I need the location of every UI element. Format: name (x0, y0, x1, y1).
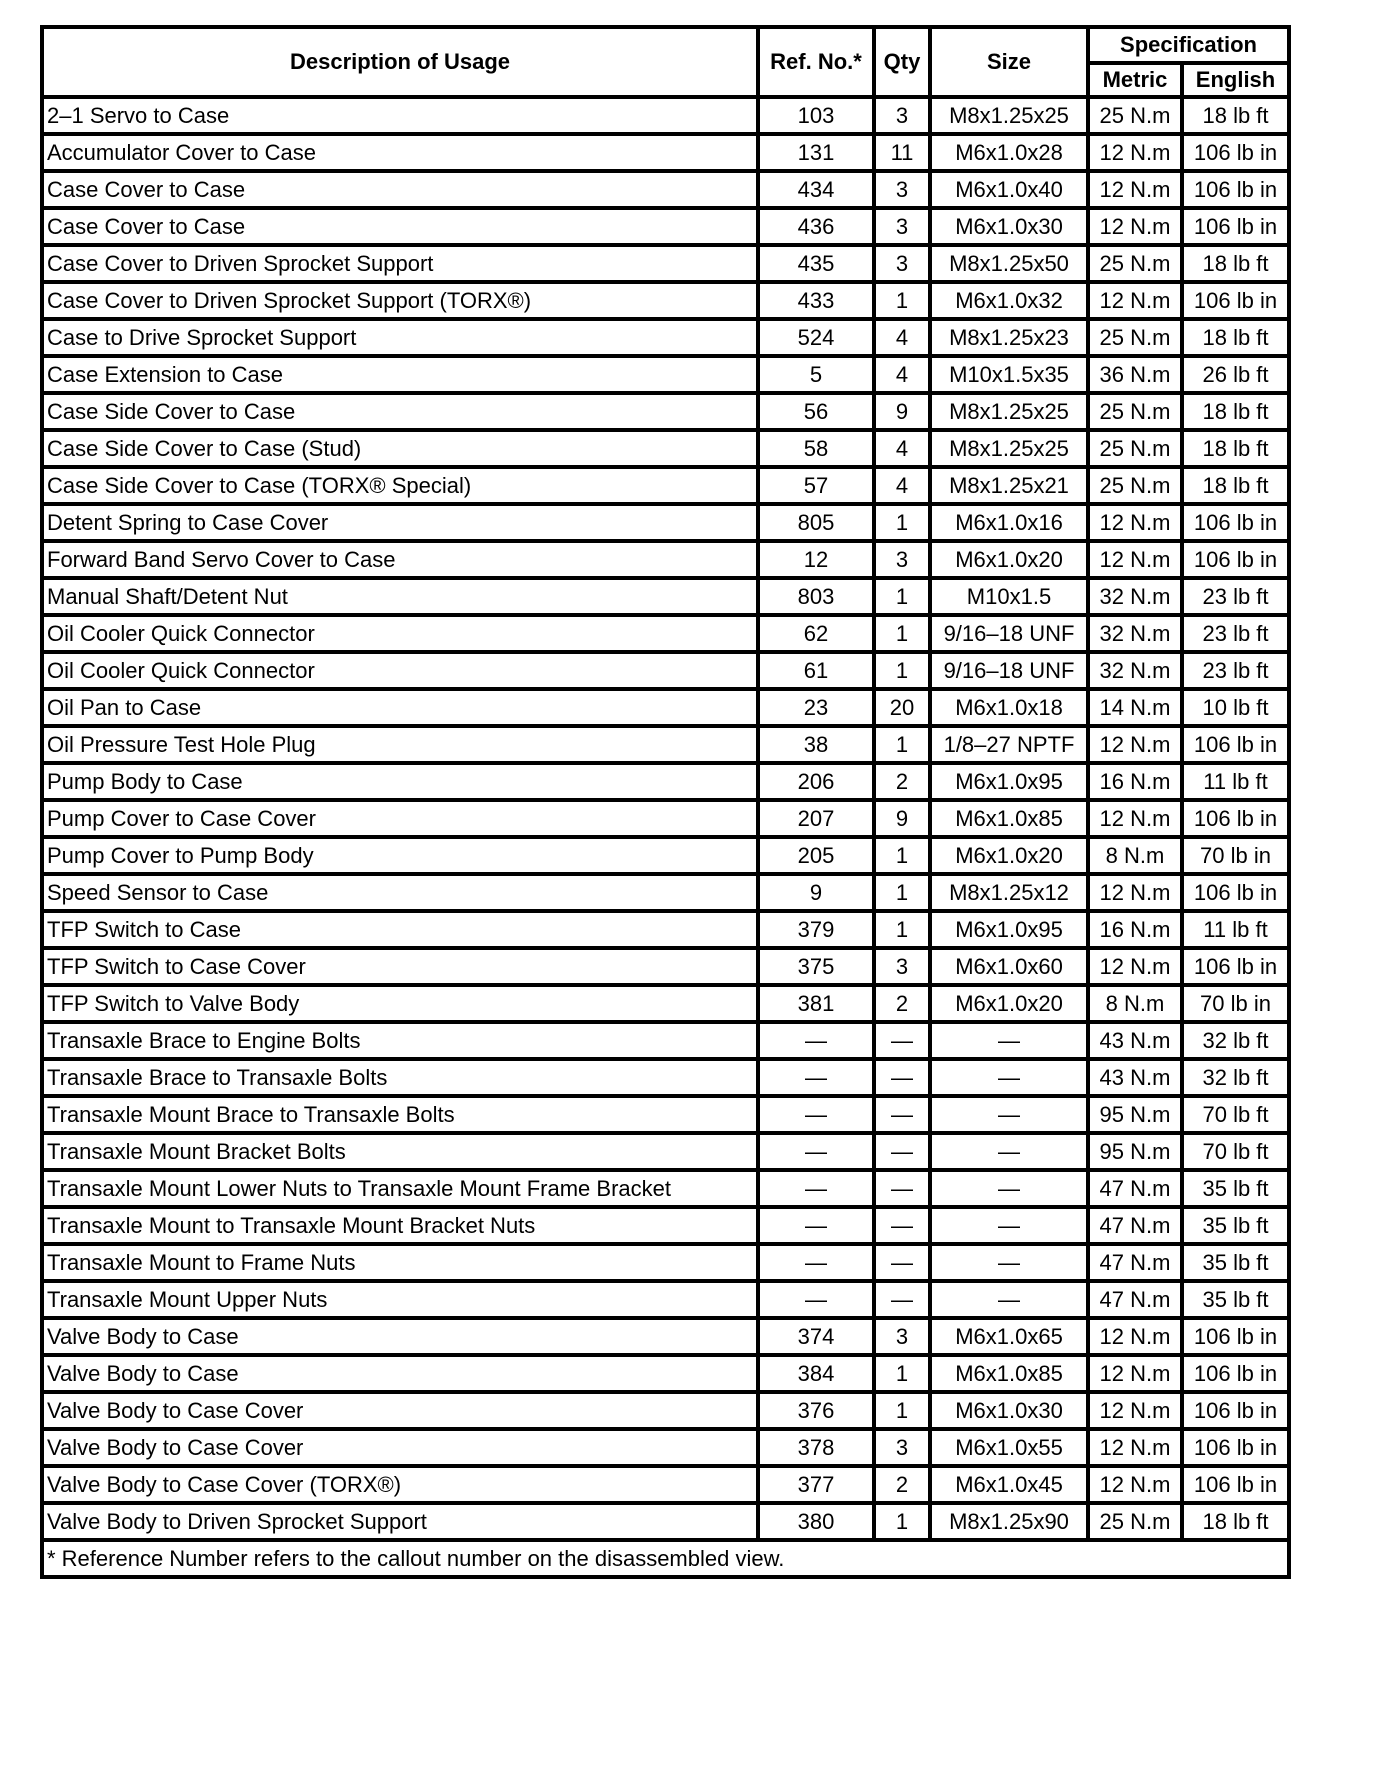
cell-size: — (930, 1059, 1088, 1096)
cell-ref-no: 378 (758, 1429, 874, 1466)
table-row (42, 948, 1289, 985)
table-row (42, 245, 1289, 282)
cell-description: Transaxle Mount to Frame Nuts (42, 1244, 758, 1281)
cell-metric-torque: 43 N.m (1088, 1059, 1182, 1096)
cell-description: Valve Body to Case (42, 1355, 758, 1392)
cell-english-torque: 35 lb ft (1182, 1244, 1289, 1281)
cell-metric-torque: 25 N.m (1088, 393, 1182, 430)
cell-metric-torque: 32 N.m (1088, 615, 1182, 652)
cell-qty: 3 (874, 97, 930, 134)
cell-size: M8x1.25x21 (930, 467, 1088, 504)
table-row (42, 541, 1289, 578)
cell-ref-no: 5 (758, 356, 874, 393)
cell-metric-torque: 32 N.m (1088, 578, 1182, 615)
cell-english-torque: 18 lb ft (1182, 430, 1289, 467)
cell-description: TFP Switch to Case Cover (42, 948, 758, 985)
cell-english-torque: 106 lb in (1182, 948, 1289, 985)
cell-size: M6x1.0x18 (930, 689, 1088, 726)
cell-english-torque: 70 lb in (1182, 837, 1289, 874)
cell-description: Detent Spring to Case Cover (42, 504, 758, 541)
cell-metric-torque: 16 N.m (1088, 763, 1182, 800)
cell-ref-no: 103 (758, 97, 874, 134)
table-row (42, 467, 1289, 504)
cell-metric-torque: 47 N.m (1088, 1244, 1182, 1281)
cell-qty: 3 (874, 245, 930, 282)
cell-size: M6x1.0x20 (930, 837, 1088, 874)
table-row (42, 1355, 1289, 1392)
table-row (42, 615, 1289, 652)
cell-ref-no: 384 (758, 1355, 874, 1392)
cell-ref-no: — (758, 1022, 874, 1059)
cell-metric-torque: 25 N.m (1088, 467, 1182, 504)
cell-ref-no: 374 (758, 1318, 874, 1355)
cell-metric-torque: 32 N.m (1088, 652, 1182, 689)
cell-size: M6x1.0x32 (930, 282, 1088, 319)
cell-size: M6x1.0x85 (930, 800, 1088, 837)
cell-qty: — (874, 1133, 930, 1170)
cell-metric-torque: 36 N.m (1088, 356, 1182, 393)
cell-english-torque: 35 lb ft (1182, 1281, 1289, 1318)
cell-size: M8x1.25x12 (930, 874, 1088, 911)
cell-qty: 9 (874, 800, 930, 837)
table-row (42, 393, 1289, 430)
cell-description: Pump Body to Case (42, 763, 758, 800)
table-row (42, 652, 1289, 689)
cell-size: M6x1.0x60 (930, 948, 1088, 985)
cell-metric-torque: 12 N.m (1088, 1318, 1182, 1355)
table-row (42, 800, 1289, 837)
cell-size: — (930, 1207, 1088, 1244)
cell-metric-torque: 12 N.m (1088, 282, 1182, 319)
cell-metric-torque: 12 N.m (1088, 726, 1182, 763)
cell-qty: 11 (874, 134, 930, 171)
torque-spec-table (40, 25, 1291, 1579)
table-row (42, 134, 1289, 171)
cell-qty: — (874, 1022, 930, 1059)
cell-english-torque: 18 lb ft (1182, 245, 1289, 282)
cell-english-torque: 18 lb ft (1182, 1503, 1289, 1540)
cell-size: M8x1.25x25 (930, 393, 1088, 430)
cell-metric-torque: 8 N.m (1088, 837, 1182, 874)
cell-size: 9/16–18 UNF (930, 652, 1088, 689)
cell-ref-no: 57 (758, 467, 874, 504)
cell-english-torque: 70 lb ft (1182, 1133, 1289, 1170)
cell-ref-no: 380 (758, 1503, 874, 1540)
cell-metric-torque: 12 N.m (1088, 1429, 1182, 1466)
cell-english-torque: 106 lb in (1182, 171, 1289, 208)
cell-description: Transaxle Mount Brace to Transaxle Bolts (42, 1096, 758, 1133)
cell-qty: 4 (874, 467, 930, 504)
cell-ref-no: 435 (758, 245, 874, 282)
cell-qty: 1 (874, 1503, 930, 1540)
cell-size: M8x1.25x25 (930, 97, 1088, 134)
cell-english-torque: 106 lb in (1182, 1392, 1289, 1429)
cell-ref-no: 376 (758, 1392, 874, 1429)
cell-qty: 1 (874, 652, 930, 689)
cell-english-torque: 70 lb in (1182, 985, 1289, 1022)
cell-size: M6x1.0x95 (930, 911, 1088, 948)
cell-qty: 3 (874, 541, 930, 578)
cell-description: Speed Sensor to Case (42, 874, 758, 911)
cell-metric-torque: 12 N.m (1088, 1466, 1182, 1503)
cell-metric-torque: 14 N.m (1088, 689, 1182, 726)
cell-ref-no: — (758, 1059, 874, 1096)
cell-description: Manual Shaft/Detent Nut (42, 578, 758, 615)
table-row (42, 874, 1289, 911)
cell-english-torque: 106 lb in (1182, 1429, 1289, 1466)
cell-metric-torque: 12 N.m (1088, 1355, 1182, 1392)
cell-qty: 3 (874, 171, 930, 208)
cell-english-torque: 106 lb in (1182, 541, 1289, 578)
cell-ref-no: 381 (758, 985, 874, 1022)
cell-ref-no: 207 (758, 800, 874, 837)
cell-metric-torque: 12 N.m (1088, 171, 1182, 208)
cell-ref-no: 433 (758, 282, 874, 319)
cell-description: Forward Band Servo Cover to Case (42, 541, 758, 578)
cell-size: M6x1.0x85 (930, 1355, 1088, 1392)
cell-description: Oil Pressure Test Hole Plug (42, 726, 758, 763)
header-size: Size (930, 27, 1088, 97)
cell-description: Case Cover to Case (42, 171, 758, 208)
cell-description: TFP Switch to Valve Body (42, 985, 758, 1022)
cell-qty: 1 (874, 282, 930, 319)
cell-size: M8x1.25x90 (930, 1503, 1088, 1540)
cell-english-torque: 23 lb ft (1182, 578, 1289, 615)
cell-metric-torque: 47 N.m (1088, 1170, 1182, 1207)
cell-metric-torque: 43 N.m (1088, 1022, 1182, 1059)
cell-size: M10x1.5 (930, 578, 1088, 615)
cell-english-torque: 26 lb ft (1182, 356, 1289, 393)
cell-size: — (930, 1096, 1088, 1133)
table-row (42, 319, 1289, 356)
cell-metric-torque: 47 N.m (1088, 1207, 1182, 1244)
cell-ref-no: 434 (758, 171, 874, 208)
cell-ref-no: 436 (758, 208, 874, 245)
cell-metric-torque: 12 N.m (1088, 1392, 1182, 1429)
cell-size: M6x1.0x20 (930, 541, 1088, 578)
cell-size: M6x1.0x16 (930, 504, 1088, 541)
cell-english-torque: 11 lb ft (1182, 763, 1289, 800)
cell-qty: 20 (874, 689, 930, 726)
cell-description: Valve Body to Case Cover (TORX®) (42, 1466, 758, 1503)
cell-metric-torque: 12 N.m (1088, 208, 1182, 245)
cell-english-torque: 106 lb in (1182, 282, 1289, 319)
table-row (42, 1244, 1289, 1281)
cell-metric-torque: 8 N.m (1088, 985, 1182, 1022)
table-row (42, 911, 1289, 948)
cell-description: Transaxle Mount Bracket Bolts (42, 1133, 758, 1170)
cell-ref-no: 23 (758, 689, 874, 726)
cell-size: 9/16–18 UNF (930, 615, 1088, 652)
cell-english-torque: 32 lb ft (1182, 1059, 1289, 1096)
table-row (42, 1281, 1289, 1318)
cell-description: Case Cover to Case (42, 208, 758, 245)
table-row (42, 1466, 1289, 1503)
cell-qty: 1 (874, 504, 930, 541)
cell-qty: 1 (874, 615, 930, 652)
table-row (42, 689, 1289, 726)
cell-metric-torque: 25 N.m (1088, 430, 1182, 467)
cell-english-torque: 106 lb in (1182, 1318, 1289, 1355)
cell-description: Valve Body to Case Cover (42, 1429, 758, 1466)
cell-ref-no: — (758, 1133, 874, 1170)
cell-qty: 1 (874, 578, 930, 615)
cell-english-torque: 10 lb ft (1182, 689, 1289, 726)
header-english: English (1182, 63, 1289, 97)
cell-english-torque: 106 lb in (1182, 726, 1289, 763)
cell-description: Transaxle Mount to Transaxle Mount Bracket Nuts (42, 1207, 758, 1244)
table-row (42, 1133, 1289, 1170)
cell-english-torque: 106 lb in (1182, 504, 1289, 541)
cell-metric-torque: 12 N.m (1088, 504, 1182, 541)
cell-qty: — (874, 1244, 930, 1281)
cell-description: Transaxle Mount Lower Nuts to Transaxle Mount Frame Bracket (42, 1170, 758, 1207)
cell-ref-no: — (758, 1170, 874, 1207)
cell-english-torque: 106 lb in (1182, 1466, 1289, 1503)
table-row (42, 1318, 1289, 1355)
cell-size: — (930, 1170, 1088, 1207)
cell-size: M10x1.5x35 (930, 356, 1088, 393)
cell-qty: 3 (874, 1318, 930, 1355)
cell-metric-torque: 25 N.m (1088, 319, 1182, 356)
footnote-row (42, 1540, 1289, 1577)
cell-metric-torque: 12 N.m (1088, 541, 1182, 578)
cell-size: M6x1.0x40 (930, 171, 1088, 208)
cell-qty: 2 (874, 1466, 930, 1503)
cell-description: Accumulator Cover to Case (42, 134, 758, 171)
table-row (42, 726, 1289, 763)
cell-size: M6x1.0x30 (930, 1392, 1088, 1429)
cell-qty: — (874, 1170, 930, 1207)
cell-metric-torque: 95 N.m (1088, 1133, 1182, 1170)
cell-metric-torque: 12 N.m (1088, 948, 1182, 985)
header-description: Description of Usage (42, 27, 758, 97)
cell-ref-no: 62 (758, 615, 874, 652)
cell-size: — (930, 1281, 1088, 1318)
cell-description: Case Side Cover to Case (TORX® Special) (42, 467, 758, 504)
cell-description: Case Cover to Driven Sprocket Support (42, 245, 758, 282)
header-ref-no: Ref. No.* (758, 27, 874, 97)
cell-ref-no: 58 (758, 430, 874, 467)
cell-description: TFP Switch to Case (42, 911, 758, 948)
cell-metric-torque: 12 N.m (1088, 874, 1182, 911)
cell-english-torque: 35 lb ft (1182, 1207, 1289, 1244)
cell-english-torque: 23 lb ft (1182, 615, 1289, 652)
cell-qty: 4 (874, 356, 930, 393)
table-row (42, 1207, 1289, 1244)
cell-qty: 2 (874, 985, 930, 1022)
cell-description: Oil Pan to Case (42, 689, 758, 726)
header-qty: Qty (874, 27, 930, 97)
table-row (42, 1429, 1289, 1466)
table-row (42, 763, 1289, 800)
table-row (42, 430, 1289, 467)
cell-english-torque: 106 lb in (1182, 208, 1289, 245)
cell-qty: — (874, 1281, 930, 1318)
cell-ref-no: 805 (758, 504, 874, 541)
cell-qty: 3 (874, 948, 930, 985)
table-row (42, 97, 1289, 134)
table-row (42, 1503, 1289, 1540)
cell-english-torque: 23 lb ft (1182, 652, 1289, 689)
cell-description: Valve Body to Case (42, 1318, 758, 1355)
cell-english-torque: 18 lb ft (1182, 319, 1289, 356)
table-row (42, 504, 1289, 541)
table-row (42, 356, 1289, 393)
cell-metric-torque: 25 N.m (1088, 97, 1182, 134)
cell-qty: 9 (874, 393, 930, 430)
cell-description: Case Side Cover to Case (42, 393, 758, 430)
table-row (42, 1170, 1289, 1207)
cell-ref-no: 803 (758, 578, 874, 615)
cell-english-torque: 11 lb ft (1182, 911, 1289, 948)
cell-ref-no: 9 (758, 874, 874, 911)
cell-description: Valve Body to Case Cover (42, 1392, 758, 1429)
cell-size: M8x1.25x50 (930, 245, 1088, 282)
header-specification: Specification (1088, 27, 1289, 63)
cell-ref-no: 377 (758, 1466, 874, 1503)
cell-ref-no: 131 (758, 134, 874, 171)
cell-qty: 2 (874, 763, 930, 800)
cell-english-torque: 18 lb ft (1182, 467, 1289, 504)
cell-qty: — (874, 1207, 930, 1244)
cell-size: M6x1.0x55 (930, 1429, 1088, 1466)
cell-qty: 1 (874, 726, 930, 763)
cell-metric-torque: 95 N.m (1088, 1096, 1182, 1133)
cell-size: M6x1.0x20 (930, 985, 1088, 1022)
cell-description: Valve Body to Driven Sprocket Support (42, 1503, 758, 1540)
cell-metric-torque: 25 N.m (1088, 245, 1182, 282)
cell-ref-no: 205 (758, 837, 874, 874)
table-row (42, 208, 1289, 245)
cell-description: Transaxle Brace to Transaxle Bolts (42, 1059, 758, 1096)
table-row (42, 1059, 1289, 1096)
table-row (42, 1392, 1289, 1429)
cell-qty: 1 (874, 911, 930, 948)
cell-english-torque: 18 lb ft (1182, 393, 1289, 430)
cell-description: Pump Cover to Case Cover (42, 800, 758, 837)
header-metric: Metric (1088, 63, 1182, 97)
cell-qty: 1 (874, 874, 930, 911)
cell-metric-torque: 12 N.m (1088, 800, 1182, 837)
cell-qty: — (874, 1059, 930, 1096)
table-row (42, 578, 1289, 615)
cell-description: Case Extension to Case (42, 356, 758, 393)
cell-size: M8x1.25x23 (930, 319, 1088, 356)
footnote: * Reference Number refers to the callout number on the disassembled view. (42, 1540, 1289, 1577)
cell-description: Transaxle Brace to Engine Bolts (42, 1022, 758, 1059)
cell-qty: 1 (874, 837, 930, 874)
cell-qty: 4 (874, 430, 930, 467)
cell-size: M6x1.0x95 (930, 763, 1088, 800)
cell-ref-no: 56 (758, 393, 874, 430)
cell-english-torque: 106 lb in (1182, 874, 1289, 911)
cell-metric-torque: 12 N.m (1088, 134, 1182, 171)
cell-qty: 3 (874, 208, 930, 245)
cell-size: 1/8–27 NPTF (930, 726, 1088, 763)
cell-english-torque: 106 lb in (1182, 134, 1289, 171)
cell-ref-no: 379 (758, 911, 874, 948)
cell-metric-torque: 16 N.m (1088, 911, 1182, 948)
table-row (42, 171, 1289, 208)
cell-english-torque: 35 lb ft (1182, 1170, 1289, 1207)
table-row (42, 1096, 1289, 1133)
cell-description: Case Cover to Driven Sprocket Support (TORX®) (42, 282, 758, 319)
cell-description: Case to Drive Sprocket Support (42, 319, 758, 356)
cell-ref-no: 61 (758, 652, 874, 689)
cell-size: — (930, 1133, 1088, 1170)
cell-metric-torque: 25 N.m (1088, 1503, 1182, 1540)
cell-size: M8x1.25x25 (930, 430, 1088, 467)
table-row (42, 282, 1289, 319)
cell-description: Transaxle Mount Upper Nuts (42, 1281, 758, 1318)
table-row (42, 1022, 1289, 1059)
cell-ref-no: 375 (758, 948, 874, 985)
cell-metric-torque: 47 N.m (1088, 1281, 1182, 1318)
cell-ref-no: 524 (758, 319, 874, 356)
cell-ref-no: — (758, 1207, 874, 1244)
cell-size: — (930, 1244, 1088, 1281)
table-row (42, 985, 1289, 1022)
cell-qty: 3 (874, 1429, 930, 1466)
cell-english-torque: 32 lb ft (1182, 1022, 1289, 1059)
cell-english-torque: 106 lb in (1182, 800, 1289, 837)
cell-size: M6x1.0x65 (930, 1318, 1088, 1355)
cell-description: 2–1 Servo to Case (42, 97, 758, 134)
cell-description: Oil Cooler Quick Connector (42, 652, 758, 689)
cell-size: — (930, 1022, 1088, 1059)
cell-size: M6x1.0x30 (930, 208, 1088, 245)
cell-qty: 1 (874, 1355, 930, 1392)
cell-size: M6x1.0x28 (930, 134, 1088, 171)
cell-english-torque: 18 lb ft (1182, 97, 1289, 134)
cell-ref-no: — (758, 1096, 874, 1133)
cell-description: Case Side Cover to Case (Stud) (42, 430, 758, 467)
table-row (42, 837, 1289, 874)
cell-size: M6x1.0x45 (930, 1466, 1088, 1503)
cell-qty: 1 (874, 1392, 930, 1429)
cell-ref-no: 38 (758, 726, 874, 763)
cell-qty: 4 (874, 319, 930, 356)
cell-english-torque: 70 lb ft (1182, 1096, 1289, 1133)
cell-ref-no: — (758, 1281, 874, 1318)
cell-description: Oil Cooler Quick Connector (42, 615, 758, 652)
cell-ref-no: 206 (758, 763, 874, 800)
cell-qty: — (874, 1096, 930, 1133)
cell-english-torque: 106 lb in (1182, 1355, 1289, 1392)
cell-ref-no: — (758, 1244, 874, 1281)
cell-description: Pump Cover to Pump Body (42, 837, 758, 874)
cell-ref-no: 12 (758, 541, 874, 578)
